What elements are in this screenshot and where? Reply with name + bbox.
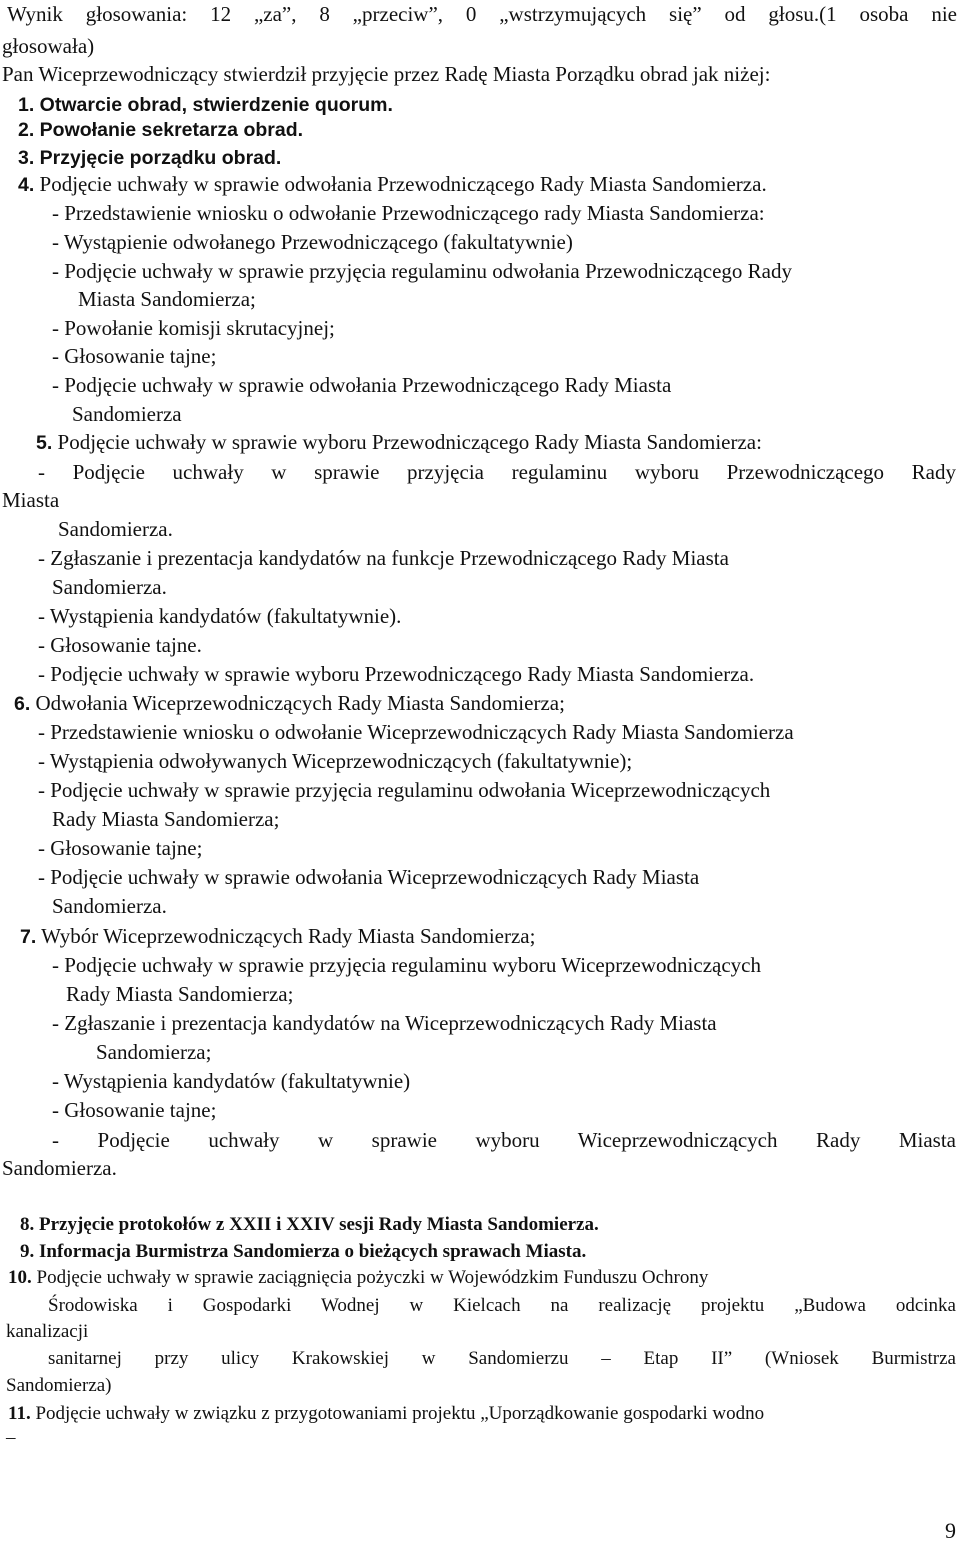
agenda-item-7-sub-5-cont: Sandomierza. bbox=[2, 1156, 117, 1180]
agenda-item-5-sub-3: - Wystąpienia kandydatów (fakultatywnie). bbox=[38, 604, 402, 628]
vote-result-line-cont: głosowała) bbox=[2, 34, 95, 58]
agenda-item-4-sub-6-cont: Sandomierza bbox=[72, 402, 182, 426]
agenda-item-7 bbox=[20, 924, 535, 949]
agenda-item-4-sub-5: - Głosowanie tajne; bbox=[52, 344, 217, 368]
agenda-item-3: 3. Przyjęcie porządku obrad. bbox=[18, 147, 282, 169]
agenda-item-10-cont-1: Środowiska i Gospodarki Wodnej w Kielcach na realizację projektu „Budowa odcinka bbox=[48, 1295, 956, 1316]
agenda-item-5-sub-1-cont-2: Sandomierza. bbox=[58, 517, 173, 541]
agenda-item-10-cont-4: Sandomierza) bbox=[6, 1375, 112, 1396]
agenda-item-5-sub-2: - Zgłaszanie i prezentacja kandydatów na funkcje Przewodniczącego Rady Miasta bbox=[38, 546, 729, 570]
agenda-item-9: 9. Informacja Burmistrza Sandomierza o bieżących sprawach Miasta. bbox=[20, 1241, 587, 1262]
agenda-item-4-sub-2: - Wystąpienie odwołanego Przewodniczącego (fakultatywnie) bbox=[52, 230, 573, 254]
agenda-item-7-number: 7. bbox=[20, 926, 37, 948]
agenda-item-10-number: 10. bbox=[8, 1267, 32, 1288]
agenda-item-6-sub-4: - Głosowanie tajne; bbox=[38, 836, 203, 860]
agenda-item-5-title: Podjęcie uchwały w sprawie wyboru Przewodniczącego Rady Miasta Sandomierza: bbox=[57, 430, 762, 454]
agenda-item-4-sub-3: - Podjęcie uchwały w sprawie przyjęcia regulaminu odwołania Przewodniczącego Rady bbox=[52, 259, 792, 283]
agenda-item-6 bbox=[14, 691, 565, 716]
agenda-item-10 bbox=[8, 1266, 708, 1290]
agenda-item-11-text: Podjęcie uchwały w związku z przygotowaniami projektu „Uporządkowanie gospodarki wodno bbox=[35, 1403, 765, 1424]
agenda-item-5 bbox=[36, 430, 762, 455]
agenda-item-7-sub-4: - Głosowanie tajne; bbox=[52, 1098, 217, 1122]
agenda-item-7-sub-2: - Zgłaszanie i prezentacja kandydatów na Wiceprzewodniczących Rady Miasta bbox=[52, 1011, 717, 1035]
agenda-item-5-sub-2-cont: Sandomierza. bbox=[52, 575, 167, 599]
agenda-item-7-sub-1-cont: Rady Miasta Sandomierza; bbox=[66, 982, 294, 1006]
agenda-item-6-sub-2: - Wystąpienia odwoływanych Wiceprzewodniczących (fakultatywnie); bbox=[38, 749, 633, 773]
agenda-item-6-sub-5: - Podjęcie uchwały w sprawie odwołania Wiceprzewodniczących Rady Miasta bbox=[38, 865, 700, 889]
agenda-item-11-cont: – bbox=[6, 1427, 16, 1448]
agenda-item-5-number: 5. bbox=[36, 432, 53, 454]
agenda-item-6-number: 6. bbox=[14, 693, 31, 715]
agenda-item-6-sub-5-cont: Sandomierza. bbox=[52, 894, 167, 918]
agenda-item-7-sub-1: - Podjęcie uchwały w sprawie przyjęcia regulaminu wyboru Wiceprzewodniczących bbox=[52, 953, 761, 977]
agenda-item-1: 1. Otwarcie obrad, stwierdzenie quorum. bbox=[18, 94, 393, 116]
agenda-statement: Pan Wiceprzewodniczący stwierdził przyjęcie przez Radę Miasta Porządku obrad jak niżej: bbox=[2, 62, 771, 86]
agenda-item-2: 2. Powołanie sekretarza obrad. bbox=[18, 119, 304, 141]
agenda-item-4-number: 4. bbox=[18, 174, 35, 196]
agenda-item-10-text: Podjęcie uchwały w sprawie zaciągnięcia pożyczki w Wojewódzkim Funduszu Ochrony bbox=[36, 1267, 709, 1288]
agenda-item-6-sub-1: - Przedstawienie wniosku o odwołanie Wiceprzewodniczących Rady Miasta Sandomierza bbox=[38, 720, 794, 744]
agenda-item-5-sub-4: - Głosowanie tajne. bbox=[38, 633, 202, 657]
agenda-item-7-sub-3: - Wystąpienia kandydatów (fakultatywnie) bbox=[52, 1069, 411, 1093]
agenda-item-11 bbox=[8, 1402, 956, 1426]
agenda-item-11-number: 11. bbox=[8, 1403, 31, 1424]
agenda-item-7-sub-2-cont: Sandomierza; bbox=[96, 1040, 212, 1064]
agenda-item-4 bbox=[18, 172, 767, 197]
page-number: 9 bbox=[945, 1518, 956, 1543]
agenda-item-6-sub-3: - Podjęcie uchwały w sprawie przyjęcia regulaminu odwołania Wiceprzewodniczących bbox=[38, 778, 771, 802]
vote-result-line: Wynik głosowania: 12 „za”, 8 „przeciw”, 0 „wstrzymujących się” od głosu.(1 osoba nie bbox=[7, 2, 957, 26]
agenda-item-6-title: Odwołania Wiceprzewodniczących Rady Miasta Sandomierza; bbox=[35, 691, 565, 715]
agenda-item-4-sub-4: - Powołanie komisji skrutacyjnej; bbox=[52, 316, 335, 340]
agenda-item-6-sub-3-cont: Rady Miasta Sandomierza; bbox=[52, 807, 280, 831]
agenda-item-4-sub-3-cont: Miasta Sandomierza; bbox=[78, 287, 256, 311]
agenda-item-4-title: Podjęcie uchwały w sprawie odwołania Przewodniczącego Rady Miasta Sandomierza. bbox=[39, 172, 767, 196]
agenda-item-10-cont-3: sanitarnej przy ulicy Krakowskiej w Sandomierzu – Etap II” (Wniosek Burmistrza bbox=[48, 1348, 956, 1369]
agenda-item-7-sub-5: - Podjęcie uchwały w sprawie wyboru Wiceprzewodniczących Rady Miasta bbox=[52, 1128, 956, 1152]
agenda-item-5-sub-5: - Podjęcie uchwały w sprawie wyboru Przewodniczącego Rady Miasta Sandomierza. bbox=[38, 662, 755, 686]
agenda-item-4-sub-6: - Podjęcie uchwały w sprawie odwołania Przewodniczącego Rady Miasta bbox=[52, 373, 672, 397]
agenda-item-5-sub-1-cont: Miasta bbox=[2, 488, 60, 512]
agenda-item-5-sub-1: - Podjęcie uchwały w sprawie przyjęcia regulaminu wyboru Przewodniczącego Rady bbox=[38, 460, 956, 484]
agenda-item-7-title: Wybór Wiceprzewodniczących Rady Miasta Sandomierza; bbox=[41, 924, 536, 948]
agenda-item-8: 8. Przyjęcie protokołów z XXII i XXIV sesji Rady Miasta Sandomierza. bbox=[20, 1214, 599, 1235]
agenda-item-4-sub-1: - Przedstawienie wniosku o odwołanie Przewodniczącego rady Miasta Sandomierza: bbox=[52, 201, 765, 225]
agenda-item-10-cont-2: kanalizacji bbox=[6, 1321, 89, 1342]
